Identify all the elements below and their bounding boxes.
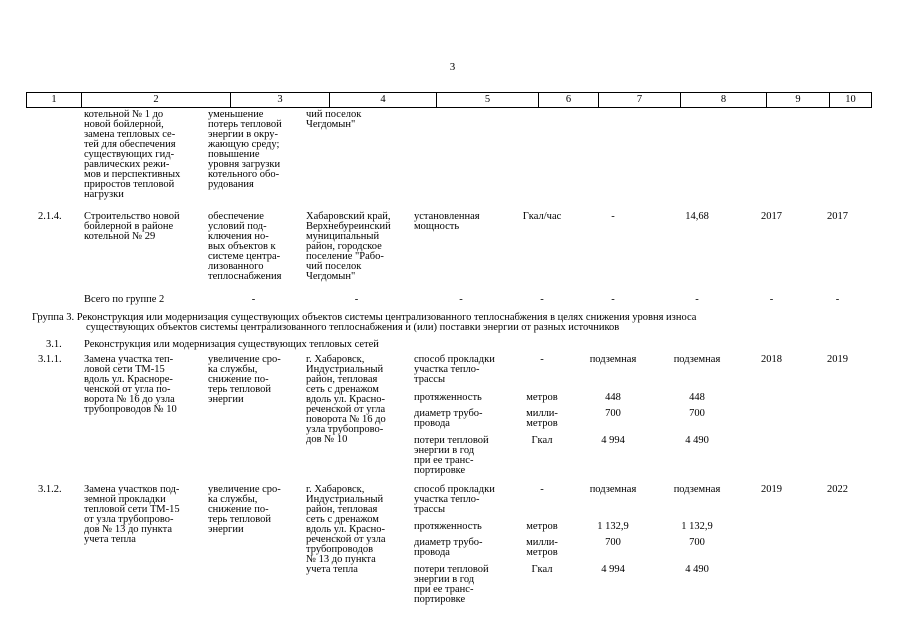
total-dash-6: -: [540, 294, 544, 305]
row-214-col2: Строительство новой бойлерной в районе котельной № 29: [84, 211, 180, 242]
row-311-param-name: протяженность: [414, 392, 482, 403]
row-214-col8: 14,68: [685, 211, 709, 222]
row-312-col4: г. Хабаровск, Индустриальный район, тепловая сеть с дренажом вдоль ул. Красно- реченской от узла трубопроводов № 13 до пункта учета тепла: [306, 484, 386, 575]
row-312-col9: 2019: [761, 484, 782, 495]
row-214-col3: обеспечение условий под- ключения но- вых объектов к системе центра- лизованного теплоснабжения: [208, 211, 282, 282]
total-dash-8: -: [695, 294, 699, 305]
row-311-param-unit: Гкал: [531, 435, 553, 446]
header-cell-8: 8: [681, 93, 767, 107]
header-cell-4: 4: [330, 93, 437, 107]
row-214-num: 2.1.4.: [38, 211, 62, 222]
row-311-param-name: потери тепловой энергии в год при ее транс- портировке: [414, 435, 489, 476]
row-311-param-after: подземная: [673, 354, 721, 365]
page-number: 3: [449, 61, 456, 73]
total-group2-label: Всего по группе 2: [84, 294, 165, 305]
section-31-num: 3.1.: [46, 339, 62, 350]
total-dash-7: -: [611, 294, 615, 305]
total-dash-4: -: [354, 294, 359, 305]
row-311-col10: 2019: [827, 354, 848, 365]
cont-row-col3: уменьшение потерь тепловой энергии в окру- жающую среду; повышение уровня загрузки котельного обо- рудования: [208, 109, 282, 190]
row-312-col2: Замена участков под- земной прокладки тепловой сети ТМ-15 от узла трубопрово- дов № 13 до пункта учета тепла: [84, 484, 180, 545]
row-311-param-unit: -: [540, 354, 544, 365]
row-312-param-name: протяженность: [414, 521, 482, 532]
row-311-param-before: подземная: [589, 354, 637, 365]
row-312-param-after: 4 490: [685, 564, 709, 575]
row-312-param-before: 4 994: [601, 564, 625, 575]
header-cell-3: 3: [231, 93, 330, 107]
header-cell-6: 6: [539, 93, 599, 107]
row-214-col6: Гкал/час: [522, 211, 562, 222]
row-311-param-after: 448: [689, 392, 705, 403]
row-311-param-before: 448: [605, 392, 621, 403]
row-214-col5: установленная мощность: [414, 211, 480, 232]
row-312-param-name: способ прокладки участка тепло- трассы: [414, 484, 495, 515]
row-311-col3: увеличение сро- ка службы, снижение по- терь тепловой энергии: [208, 354, 281, 405]
row-312-param-after: 700: [689, 537, 705, 548]
row-312-param-unit: милли- метров: [526, 537, 558, 558]
row-214-col4: Хабаровский край, Верхнебуреинский муниципальный район, городское поселение "Рабо- чий поселок Чегдомын": [306, 211, 391, 282]
group3-heading-line1: Группа 3. Реконструкция или модернизация существующих объектов системы централизованного теплоснабжения в целях снижения уровня износа: [32, 312, 697, 323]
row-311-param-after: 4 490: [685, 435, 709, 446]
row-312-param-unit: Гкал: [531, 564, 553, 575]
table-header-row: [26, 92, 872, 108]
row-311-param-unit: метров: [526, 392, 558, 403]
header-cell-5: 5: [437, 93, 539, 107]
header-cell-9: 9: [767, 93, 830, 107]
row-214-col9: 2017: [761, 211, 782, 222]
row-312-param-name: диаметр трубо- провода: [414, 537, 483, 558]
row-312-param-name: потери тепловой энергии в год при ее транс- портировке: [414, 564, 489, 605]
section-31-title: Реконструкция или модернизация существующих тепловых сетей: [84, 339, 379, 350]
row-312-param-after: 1 132,9: [681, 521, 713, 532]
row-311-col4: г. Хабаровск, Индустриальный район, тепловая сеть с дренажом вдоль ул. Красно- реченской от угла поворота № 16 до узла трубопрово- дов № 10: [306, 354, 386, 445]
row-312-col3: увеличение сро- ка службы, снижение по- терь тепловой энергии: [208, 484, 281, 535]
total-dash-10: -: [835, 294, 840, 305]
row-312-num: 3.1.2.: [38, 484, 62, 495]
cont-row-col4: чий поселок Чегдомын": [306, 109, 362, 130]
row-311-param-before: 700: [605, 408, 621, 419]
row-312-param-after: подземная: [673, 484, 721, 495]
total-dash-9: -: [769, 294, 774, 305]
row-312-param-before: 700: [605, 537, 621, 548]
row-311-num: 3.1.1.: [38, 354, 62, 365]
total-dash-3: -: [251, 294, 256, 305]
row-214-col7: -: [611, 211, 615, 222]
row-311-param-after: 700: [689, 408, 705, 419]
row-311-col2: Замена участка теп- ловой сети ТМ-15 вдоль ул. Красноре- ченской от угла по- ворота № 16 до узла трубопроводов № 10: [84, 354, 177, 415]
total-dash-5: -: [459, 294, 463, 305]
header-cell-1: 1: [27, 93, 82, 107]
row-311-param-name: диаметр трубо- провода: [414, 408, 483, 429]
header-cell-2: 2: [82, 93, 231, 107]
row-311-col9: 2018: [761, 354, 782, 365]
row-312-col10: 2022: [827, 484, 848, 495]
header-cell-10: 10: [845, 94, 856, 105]
row-312-param-unit: метров: [526, 521, 558, 532]
group3-heading-line2: существующих объектов системы централизованного теплоснабжения и (или) поставки энергии от разных источников: [86, 322, 620, 333]
row-312-param-unit: -: [540, 484, 544, 495]
cont-row-col2: котельной № 1 до новой бойлерной, замена тепловых се- тей для обеспечения существующих гид- равлических режи- мов и перспективных приростов тепловой нагрузки: [84, 109, 181, 200]
row-312-param-before: 1 132,9: [597, 521, 629, 532]
header-cell-7: 7: [599, 93, 681, 107]
row-311-param-unit: милли- метров: [526, 408, 558, 429]
row-214-col10: 2017: [827, 211, 848, 222]
row-311-param-before: 4 994: [601, 435, 625, 446]
row-312-param-before: подземная: [589, 484, 637, 495]
row-311-param-name: способ прокладки участка тепло- трассы: [414, 354, 495, 385]
